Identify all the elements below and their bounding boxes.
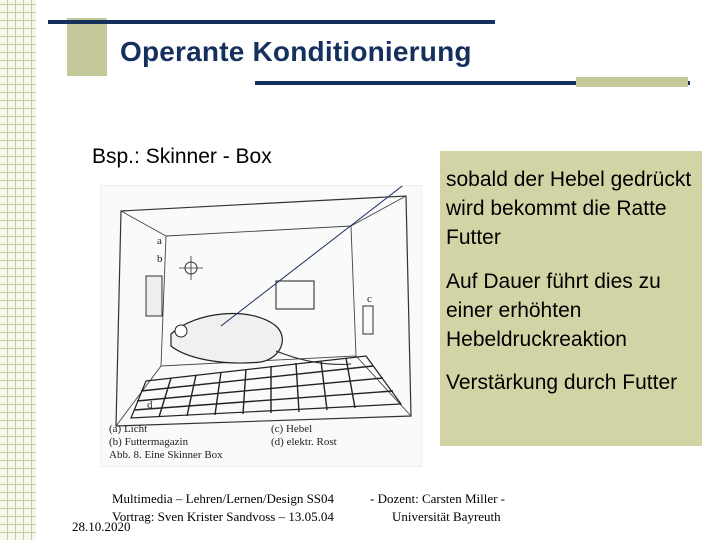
- label-d: d: [147, 399, 153, 411]
- caption-d: (d) elektr. Rost: [271, 436, 337, 448]
- explanation-paragraph: Auf Dauer führt dies zu einer erhöhten Hebeldruckreaktion: [446, 270, 661, 351]
- footer-lecturer: - Dozent: Carsten Miller -: [370, 491, 506, 506]
- pointer-line: [221, 186, 421, 326]
- footer-speaker: Vortrag: Sven Krister Sandvoss – 13.05.04: [112, 509, 334, 524]
- label-a: a: [157, 235, 162, 247]
- explanation-paragraph: Verstärkung durch Futter: [446, 371, 678, 394]
- grid-lines: [134, 358, 393, 417]
- explanation-paragraph: sobald der Hebel gedrückt wird bekommt die Ratte Futter: [446, 168, 692, 249]
- title-rule-top: [48, 20, 495, 24]
- edge-line: [356, 356, 411, 416]
- footer-date: 28.10.2020: [72, 519, 131, 534]
- lever: [363, 306, 373, 334]
- caption-c: (c) Hebel: [271, 423, 313, 435]
- caption-title: Abb. 8. Eine Skinner Box: [109, 449, 223, 461]
- footer-university: Universität Bayreuth: [392, 509, 501, 524]
- decorative-stripe: [0, 0, 36, 540]
- rat-head: [175, 325, 187, 337]
- label-b: b: [157, 253, 163, 265]
- footer-course: Multimedia – Lehren/Lernen/Design SS04: [112, 491, 335, 506]
- rat-tail: [276, 351, 351, 364]
- explanation-box: [440, 151, 702, 446]
- slide-title: Operante Konditionierung: [120, 36, 472, 67]
- edge-line: [121, 211, 166, 236]
- rat-body: [171, 314, 282, 364]
- back-window: [276, 281, 314, 309]
- skinner-box-figure: [100, 185, 422, 467]
- edge-line: [351, 196, 406, 226]
- example-heading: Bsp.: Skinner - Box: [92, 145, 272, 168]
- caption-b: (b) Futtermagazin: [109, 436, 189, 448]
- label-c: c: [367, 293, 372, 305]
- skinner-box-drawing: [101, 186, 421, 466]
- title-accent-bar: [576, 77, 688, 87]
- food-magazine: [146, 276, 162, 316]
- title-accent-block: [67, 18, 107, 76]
- caption-a: (a) Licht: [109, 423, 148, 435]
